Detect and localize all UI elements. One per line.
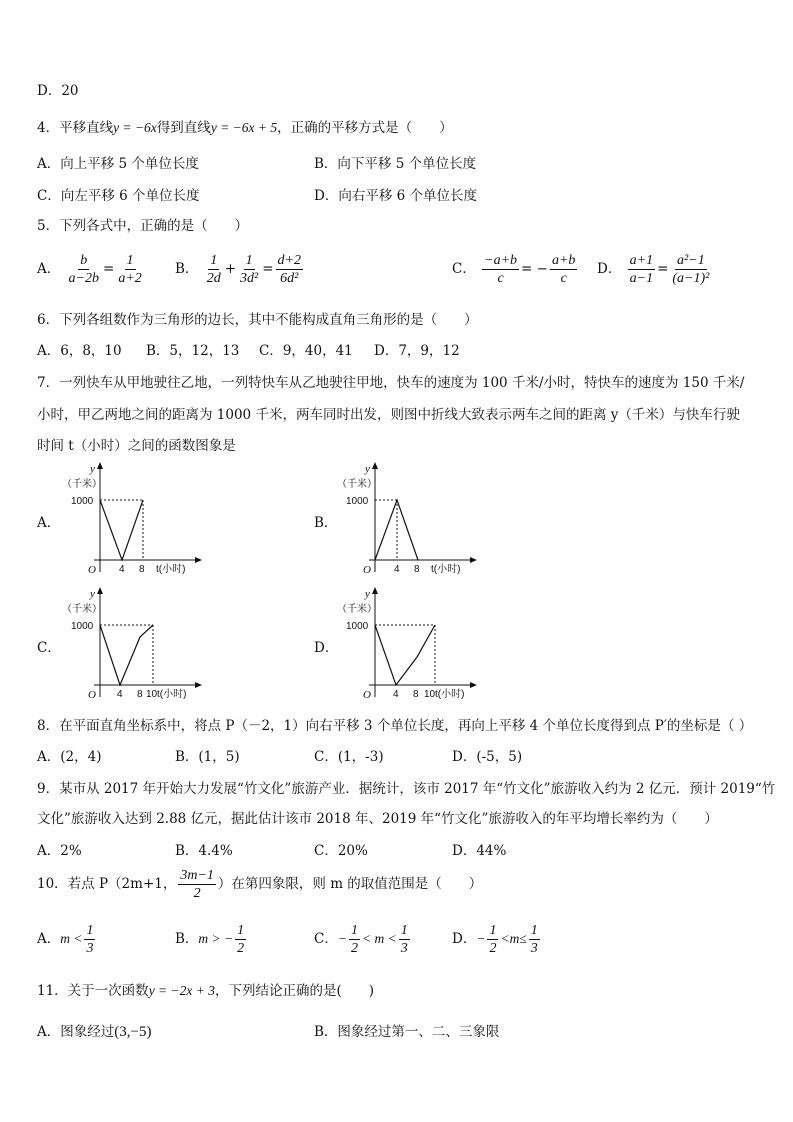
inequality-lhs: m > −	[198, 931, 234, 946]
graph-line	[100, 625, 153, 685]
q7-label-d: D．	[314, 640, 339, 656]
denominator: 6d²	[280, 271, 299, 286]
q11-stem-pre: 11．关于一次函数	[37, 983, 149, 999]
q7-graph-d	[335, 585, 485, 705]
q4-text-post: ，正确的平移方式是（ ）	[277, 120, 453, 136]
fraction	[670, 252, 711, 287]
numerator: 1	[400, 923, 408, 938]
numerator: b	[80, 253, 88, 268]
q9-option-b: B．4.4%	[175, 843, 233, 859]
numerator: 1	[245, 253, 253, 268]
q9-option-d: D．44%	[452, 843, 507, 859]
numerator: a²−1	[677, 253, 705, 268]
numerator: 1	[237, 923, 245, 938]
q8-option-b: B．(1，5)	[175, 749, 240, 765]
inequality-mid: <m≤	[500, 931, 527, 946]
y-unit-label: （千米）	[337, 604, 377, 615]
y-axis-label: y	[365, 588, 370, 600]
origin-label: O	[363, 564, 371, 576]
fraction	[276, 252, 303, 287]
x-tick-8: 8	[413, 689, 419, 700]
fraction	[628, 252, 655, 287]
q7-line-2: 小时，甲乙两地之间的距离为 1000 千米，两车同时出发，则图中折线大致表示两车之间的距离 y（千米）与快车行驶	[37, 407, 740, 423]
q5-label-a: A．	[37, 261, 61, 277]
q8-stem: 8．在平面直角坐标系中，将点 P（－2，1）向右平移 3 个单位长度，再向上平移 4 个单位长度得到点 P′的坐标是（ ）	[37, 718, 753, 734]
y-unit-label: （千米）	[62, 604, 102, 615]
inequality-mid: < m <	[361, 931, 397, 946]
q10-label-c: C．	[314, 931, 338, 947]
minus-sign: −	[476, 931, 486, 946]
q10-label-d: D．	[452, 931, 477, 947]
q7-graph-c	[60, 585, 210, 705]
q11-stem	[37, 981, 374, 1001]
q5-stem: 5．下列各式中，正确的是（ ）	[37, 218, 249, 234]
q7-label-b: B．	[314, 515, 338, 531]
denominator: 2	[193, 886, 201, 901]
q10-stem-post: ）在第四象限，则 m 的取值范围是（ ）	[217, 876, 483, 892]
x-tick-10: 10	[146, 689, 158, 700]
denominator: 2	[489, 941, 497, 956]
q4-option-a: A．向上平移 5 个单位长度	[37, 156, 199, 172]
numerator: a+1	[629, 253, 654, 268]
q7-graph-b	[335, 460, 485, 580]
inequality-lhs: m <	[60, 931, 83, 946]
fraction	[349, 922, 360, 957]
denominator: c	[560, 271, 567, 286]
x-axis-label: t(小时)	[435, 689, 465, 700]
q5-option-b: B． $\frac{1}{2d}$ + $\frac{1}{\text{3d²}}$ = $\frac{d+2}{\text{6d²}}$	[175, 253, 301, 286]
q6-option-c: C．9，40，41	[259, 343, 353, 359]
origin-label: O	[88, 564, 96, 576]
q6-stem: 6．下列各组数作为三角形的边长，其中不能构成直角三角形的是（ ）	[37, 312, 478, 328]
numerator: d+2	[277, 253, 301, 268]
x-tick-4: 4	[393, 689, 399, 700]
fraction	[67, 252, 101, 287]
q5-option-a: A． $\frac{b}{a-2b}$ = $\frac{1}{a+2}$	[37, 253, 142, 286]
origin-label: O	[363, 689, 371, 701]
fraction	[205, 252, 223, 287]
x-tick-4: 4	[394, 564, 400, 575]
denominator: 2d	[206, 271, 221, 286]
numerator: 3m−1	[180, 868, 214, 883]
q7-label-c: C．	[37, 640, 61, 656]
q4-option-b: B．向下平移 5 个单位长度	[314, 156, 477, 172]
numerator: 1	[489, 923, 497, 938]
fraction	[399, 922, 410, 957]
q11-option-a-point: (3,−5)	[114, 1024, 152, 1040]
y-tick-1000: 1000	[71, 496, 94, 507]
q7-line-1: 7．一列快车从甲地驶往乙地，一列特快车从乙地驶往甲地，快车的速度为 100 千米/小时，特快车的速度为 150 千米/	[37, 375, 745, 391]
numerator: 1	[350, 923, 358, 938]
minus-sign: −	[337, 931, 347, 946]
graph-line	[375, 625, 435, 685]
q6-option-b: B．5，12，13	[146, 343, 240, 359]
q10-label-b: B．	[175, 931, 199, 947]
q7-graph-a	[60, 460, 210, 580]
x-tick-10: 10	[424, 689, 436, 700]
x-tick-4: 4	[119, 564, 125, 575]
denominator: a+2	[118, 271, 142, 286]
fraction	[482, 252, 519, 287]
x-tick-8: 8	[137, 689, 143, 700]
x-axis-label: t(小时)	[431, 564, 461, 575]
x-tick-4: 4	[117, 689, 123, 700]
numerator: −a+b	[484, 253, 518, 268]
x-tick-8: 8	[139, 564, 145, 575]
q7-line-3: 时间 t（小时）之间的函数图象是	[37, 438, 236, 454]
q10-option-c	[314, 922, 412, 957]
denominator: 3d²	[240, 271, 259, 286]
q5-label-c: C．	[452, 261, 476, 277]
q10-option-b	[175, 922, 248, 957]
fraction	[178, 867, 216, 902]
y-axis-label: y	[90, 463, 95, 475]
denominator: c	[497, 271, 504, 286]
denominator: 3	[530, 941, 538, 956]
q4-text-pre: 4．平移直线	[37, 120, 114, 136]
q4-text-mid: 得到直线	[156, 120, 211, 136]
q3-option-d: D．20	[37, 83, 79, 99]
numerator: 1	[210, 253, 218, 268]
fraction	[550, 252, 577, 287]
q11-stem-post: ，下列结论正确的是( )	[215, 983, 375, 999]
numerator: 1	[86, 923, 94, 938]
q10-stem-pre: 10．若点 P（2m+1，	[37, 876, 177, 892]
q5-label-d: D．	[597, 261, 622, 277]
q4-option-c: C．向左平移 6 个单位长度	[37, 188, 200, 204]
y-unit-label: （千米）	[62, 479, 102, 490]
q9-option-a: A．2%	[37, 843, 82, 859]
q4-stem	[37, 118, 453, 138]
q9-line-2: 文化”旅游收入达到 2.88 亿元，据此估计该市 2018 年、2019 年“竹文化”旅游收入的年平均增长率约为（ ）	[37, 811, 718, 827]
q11-option-a-text: A．图象经过	[37, 1024, 115, 1040]
q9-line-1: 9．某市从 2017 年开始大力发展“竹文化”旅游产业．据统计，该市 2017 年“竹文化”旅游收入约为 2 亿元．预计 2019“竹	[37, 781, 776, 797]
y-tick-1000: 1000	[346, 496, 369, 507]
y-tick-1000: 1000	[71, 621, 94, 632]
q7-label-a: A．	[37, 515, 61, 531]
fraction	[116, 252, 143, 287]
fraction	[84, 922, 95, 957]
fraction	[529, 922, 540, 957]
q4-eq1: y = −6x	[113, 120, 157, 135]
q4-eq2: y = −6x + 5	[210, 120, 278, 135]
y-axis-label: y	[365, 463, 370, 475]
q6-option-a: A．6，8，10	[37, 343, 122, 359]
q5-label-b: B．	[175, 261, 199, 277]
numerator: 1	[126, 253, 134, 268]
q10-option-d	[452, 922, 542, 957]
fraction	[238, 252, 260, 287]
q11-option-b: B．图象经过第一、二、三象限	[314, 1024, 500, 1040]
denominator: a−2b	[68, 271, 99, 286]
origin-label: O	[88, 689, 96, 701]
q10-option-a	[37, 922, 97, 957]
denominator: (a−1)²	[672, 271, 710, 286]
q8-option-d: D．(-5，5)	[452, 749, 523, 765]
q5-option-c: C． $\frac{-a+b}{c}$ = − $\frac{a+b}{c}$	[452, 253, 576, 286]
q8-option-a: A．(2，4)	[37, 749, 102, 765]
fraction	[487, 922, 498, 957]
numerator: a+b	[551, 253, 576, 268]
y-axis-label: y	[90, 588, 95, 600]
q10-label-a: A．	[37, 931, 61, 947]
q11-equation: y = −2x + 3	[148, 983, 216, 998]
q6-option-d: D．7，9，12	[374, 343, 460, 359]
denominator: 2	[350, 941, 358, 956]
fraction	[235, 922, 246, 957]
x-axis-label: t(小时)	[156, 564, 186, 575]
q9-option-c: C．20%	[314, 843, 368, 859]
q4-option-d: D．向右平移 6 个单位长度	[314, 188, 477, 204]
x-tick-8: 8	[414, 564, 420, 575]
q8-option-c: C．(1，-3)	[314, 749, 384, 765]
denominator: 2	[237, 941, 245, 956]
q10-stem	[37, 867, 482, 902]
denominator: a−1	[629, 271, 654, 286]
y-tick-1000: 1000	[346, 621, 369, 632]
numerator: 1	[530, 923, 538, 938]
y-unit-label: （千米）	[337, 479, 377, 490]
denominator: 3	[400, 941, 408, 956]
graph-line	[100, 500, 143, 560]
q11-option-a	[37, 1022, 151, 1042]
q5-option-d: D． $\frac{a+1}{a-1}$ = $\frac{\text{a²−1}}{\text{(a−1)²}}$	[597, 253, 710, 286]
x-axis-label: t(小时)	[157, 689, 187, 700]
denominator: 3	[86, 941, 94, 956]
